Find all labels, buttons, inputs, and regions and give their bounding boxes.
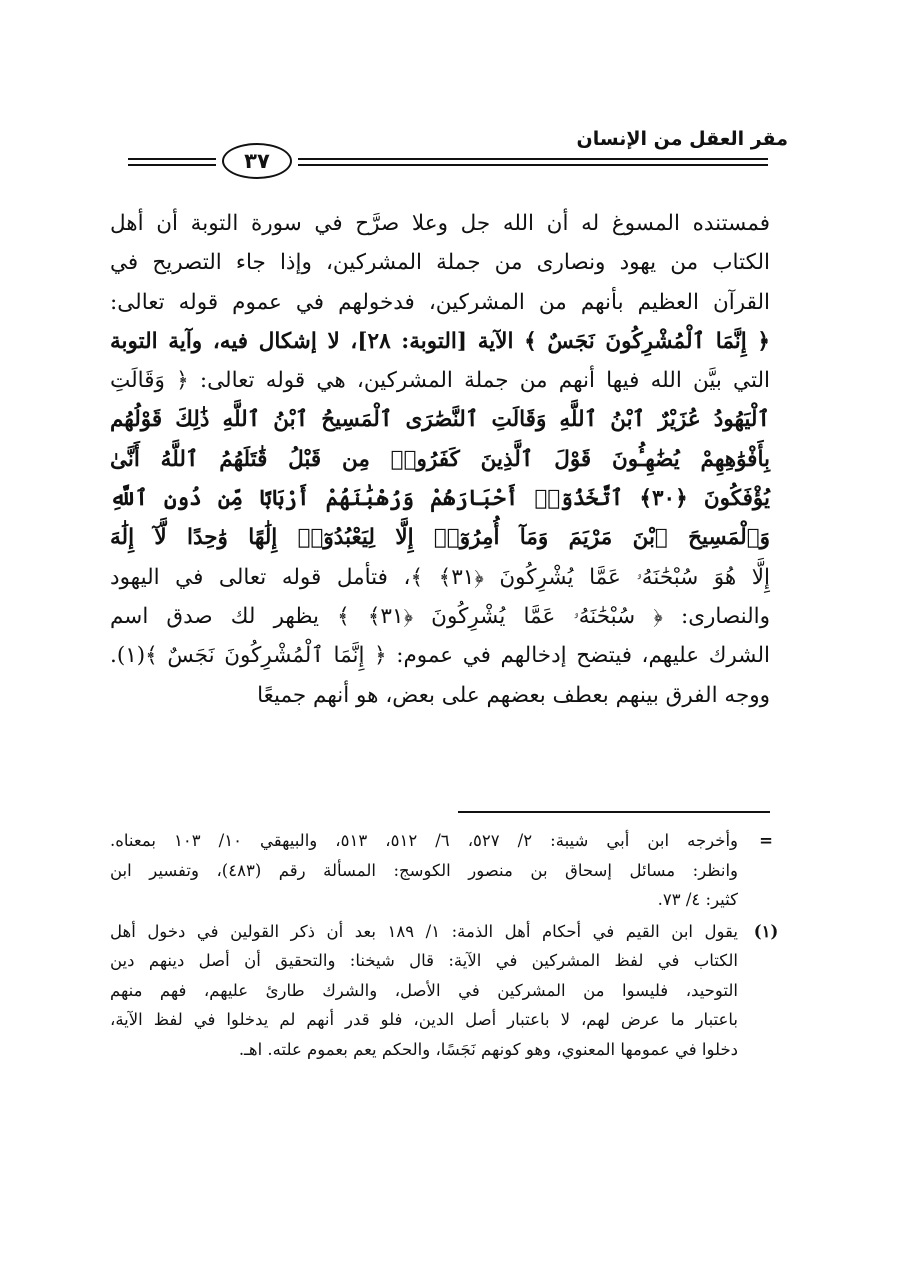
quran-verse-line: ٱلْيَهُودُ عُزَيْرٌ ٱبْنُ ٱللَّهِ وَقَالَتِ ٱلنَّصَٰرَى ٱلْمَسِيحُ ٱبْنُ ٱللَّهِ ذَٰلِكَ قَوْلُهُم [110, 407, 770, 433]
quran-verse-line: يُؤْفَكُونَ ﴿٣٠﴾ ٱتَّخَذُوٓا۟ أَحْبَارَهُمْ وَرُهْبَٰنَهُمْ أَرْبَابًا مِّن دُونِ ٱللَّهِ [110, 486, 770, 512]
body-line: القرآن العظيم بأنهم من المشركين، فدخولهم في عموم قوله تعالى: [110, 289, 770, 315]
body-line: ﴿ إِنَّمَا ٱلْمُشْرِكُونَ نَجَسٌ ﴾ الآية [التوبة: ٢٨]، لا إشكال فيه، وآية التوبة [110, 328, 770, 354]
main-text [110, 204, 770, 715]
footnote-line: كثير: ٤/ ٧٣. [657, 890, 738, 909]
header-rule-left-bottom [128, 164, 216, 166]
body-line: الشرك عليهم، فيتضح إدخالهم في عموم: ﴿ إِنَّمَا ٱلْمُشْرِكُونَ نَجَسٌ ﴾(١). [110, 643, 770, 669]
header-rule-right-bottom [298, 164, 768, 166]
page-number: ٣٧ [222, 143, 292, 179]
body-line: التي بيَّن الله فيها أنهم من جملة المشركين، هي قوله تعالى: ﴿ وَقَالَتِ [110, 368, 770, 394]
footnote-line: باعتبار ما عرض لهم، لا باعتبار أصل الدين، فلو قدر أنهم لم يدخلوا في لفظ الآية، [110, 1010, 738, 1029]
body-line: الكتاب من يهود ونصارى من جملة المشركين، وإذا جاء التصريح في [110, 250, 770, 276]
body-line: والنصارى: ﴿ سُبْحَٰنَهُۥ عَمَّا يُشْرِكُونَ ﴿٣١﴾ ﴾ يظهر لك صدق اسم [110, 603, 770, 629]
footnote-marker: (١) [753, 921, 779, 941]
body-line: ووجه الفرق بينهم بعطف بعضهم على بعض، هو أنهم جميعًا [257, 682, 770, 708]
footnote-1 [110, 917, 782, 1065]
footnote-separator [458, 811, 770, 813]
footnote-line: التوحيد، فليسوا من المشركين في الأصل، والشرك طارئ عليهم، فهم منهم [110, 980, 738, 1000]
footnote-line: وانظر: مسائل إسحاق بن منصور الكوسج: المسألة رقم (٤٨٣)، وتفسير ابن [110, 860, 738, 880]
footnotes [110, 826, 782, 1064]
footnote-line: الكتاب في لفظ المشركين في الآية: قال شيخنا: والتحقيق أن أصل دينهم دين [110, 951, 738, 970]
running-title: مقر العقل من الإنسان [576, 128, 788, 150]
header-rule-left-top [128, 158, 216, 160]
footnote-line: يقول ابن القيم في أحكام أهل الذمة: ١/ ١٨٩ بعد أن ذكر القولين في دخول أهل [110, 921, 738, 941]
footnote-line: وأخرجه ابن أبي شيبة: ٢/ ٥٢٧، ٦/ ٥١٢، ٥١٣، والبيهقي ١٠/ ١٠٣ بمعناه. [110, 831, 739, 850]
quran-verse-line: بِأَفْوَٰهِهِمْ يُضَٰهِـُٔونَ قَوْلَ ٱلَّذِينَ كَفَرُوا۟ مِن قَبْلُ قَٰتَلَهُمُ ٱللَّهُ أَنَّىٰ [110, 446, 770, 472]
footnote-continuation [110, 826, 782, 915]
footnote-line: دخلوا في عمومها المعنوي، وهو كونهم نَجَسًا، والحكم يعم بعموم علته. اهـ. [238, 1039, 738, 1059]
body-line: إِلَّا هُوَ سُبْحَٰنَهُۥ عَمَّا يُشْرِكُونَ ﴿٣١﴾ ﴾، فتأمل قوله تعالى في اليهود [110, 564, 770, 590]
footnote-marker: = [759, 831, 773, 850]
header-rule-right-top [298, 158, 768, 160]
body-line: فمستنده المسوغ له أن الله جل وعلا صرَّح في سورة التوبة أن أهل [110, 211, 770, 236]
quran-verse-line: وَٱلْمَسِيحَ ٱبْنَ مَرْيَمَ وَمَآ أُمِرُوٓا۟ إِلَّا لِيَعْبُدُوٓا۟ إِلَٰهًا وَٰحِدًا لَّآ إِلَٰهَ [110, 525, 770, 551]
